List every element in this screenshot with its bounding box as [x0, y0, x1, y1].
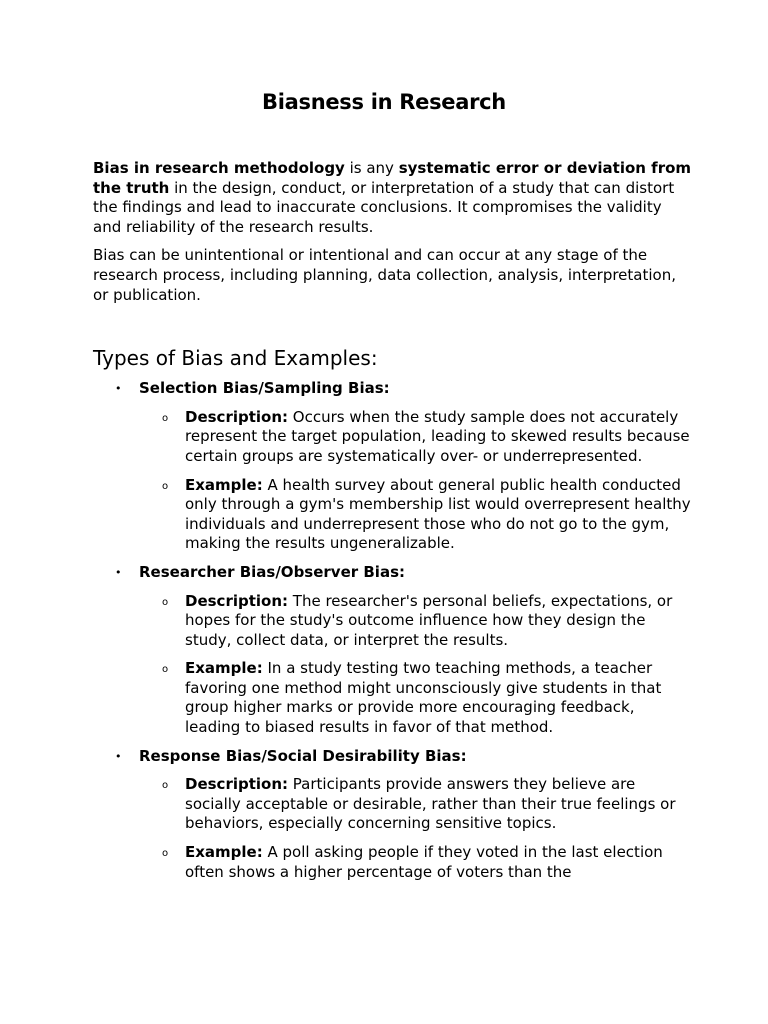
bias-description: [139, 775, 693, 834]
bias-example: [139, 659, 693, 737]
example-text: A poll asking people if they voted in the last election often shows a higher percentage of voters than the: [185, 843, 663, 881]
bullet-icon: •: [115, 749, 122, 763]
intro-text: in the design, conduct, or interpretation of a study that can distort the findings and lead to inaccurate conclusions. It compromises the validity and reliability of the research results.: [93, 178, 675, 236]
bias-details-list: [139, 408, 693, 554]
example-text: A health survey about general public health conducted only through a gym's membership list would overrepresent healthy individuals and underrepresent those who do not go to the gym, making the results ungeneralizable.: [185, 475, 691, 553]
description-text: The researcher's personal beliefs, expectations, or hopes for the study's outcome influence how they design the study, collect data, or interpret the results.: [185, 591, 673, 649]
bias-type-name: Response Bias/Social Desirability Bias:: [139, 746, 467, 765]
bias-example: [139, 843, 693, 882]
sub-bullet-icon: o: [162, 664, 169, 676]
document-title: Biasness in Research: [262, 90, 506, 114]
bias-types-list: [93, 379, 693, 882]
intro-bold-term: Bias in research methodology: [93, 159, 345, 177]
bias-type-name: Researcher Bias/Observer Bias:: [139, 562, 405, 581]
sub-bullet-icon: o: [162, 780, 169, 792]
example-text: In a study testing two teaching methods, a teacher favoring one method might unconsciously give students in that group higher marks or provide more encouraging feedback, leading to biased results in favor of that method.: [185, 659, 662, 737]
intro-paragraph-2: Bias can be unintentional or intentional and can occur at any stage of the research process, including planning, data collection, analysis, interpretation, or publication.: [93, 246, 676, 304]
example-label: Example:: [185, 659, 263, 678]
description-label: Description:: [185, 407, 289, 426]
document-body: [93, 159, 693, 891]
description-text: Occurs when the study sample does not accurately represent the target population, leading to skewed results because certain groups are systematically over- or underrepresented.: [185, 407, 690, 465]
bias-type-item: [93, 379, 693, 554]
description-text: Participants provide answers they believe are socially acceptable or desirable, rather than their true feelings or behaviors, especially concerning sensitive topics.: [185, 775, 676, 833]
sub-bullet-icon: o: [162, 412, 169, 424]
sub-bullet-icon: o: [162, 480, 169, 492]
bias-type-item: [93, 563, 693, 738]
sub-bullet-icon: o: [162, 596, 169, 608]
bias-type-name: Selection Bias/Sampling Bias:: [139, 379, 390, 398]
bias-details-list: [139, 775, 693, 882]
description-label: Description:: [185, 591, 289, 610]
bias-details-list: [139, 592, 693, 738]
bullet-icon: •: [115, 382, 122, 396]
sub-bullet-icon: o: [162, 848, 169, 860]
bias-example: [139, 476, 693, 554]
example-label: Example:: [185, 475, 263, 494]
bias-description: [139, 408, 693, 467]
example-label: Example:: [185, 843, 263, 862]
intro-text: is any: [344, 159, 399, 177]
section-heading: Types of Bias and Examples:: [93, 346, 378, 371]
description-label: Description:: [185, 775, 289, 794]
bullet-icon: •: [115, 565, 122, 579]
intro-bold-definition: systematic error or deviation from the truth: [93, 159, 692, 197]
bias-type-item: [93, 747, 693, 883]
bias-description: [139, 592, 693, 651]
intro-paragraph-1: [93, 159, 693, 237]
